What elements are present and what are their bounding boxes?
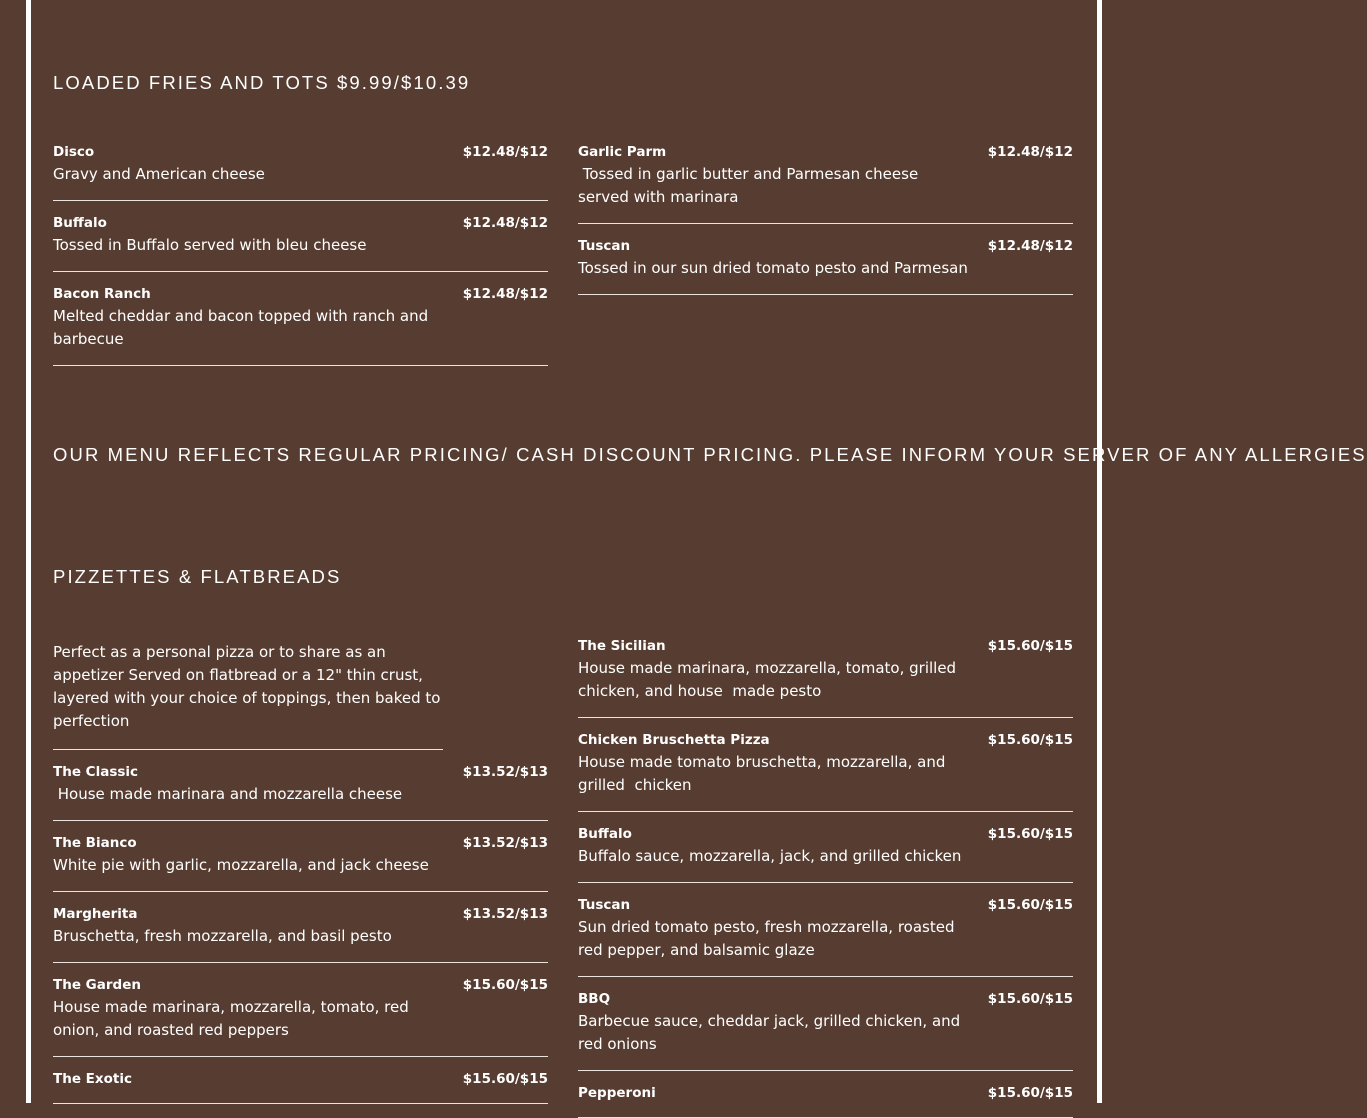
menu-item-description: House made marinara, mozzarella, tomato, grilled chicken, and house made pesto — [578, 659, 957, 700]
menu-item — [53, 1057, 548, 1104]
menu-item-name: Tuscan — [578, 897, 631, 913]
menu-item-price: $12.48/$12 — [462, 144, 548, 160]
menu-item-description: Tossed in Buffalo served with bleu cheese — [53, 236, 367, 254]
pizzettes-intro: Perfect as a personal pizza or to share as an appetizer Served on flatbread or a 12" thin crust, layered with your choice of toppings, then baked to perfection — [53, 637, 443, 750]
menu-item — [53, 272, 548, 366]
menu-item — [578, 224, 1073, 295]
menu-item — [578, 718, 1073, 812]
fries-left-column — [53, 130, 548, 366]
pizzettes-right-column — [578, 624, 1073, 1118]
menu-item-description: House made marinara and mozzarella cheese — [53, 785, 403, 803]
menu-item-description: Sun dried tomato pesto, fresh mozzarella, roasted red pepper, and balsamic glaze — [578, 918, 955, 959]
menu-item-price: $13.52/$13 — [462, 764, 548, 780]
fries-section-title: LOADED FRIES AND TOTS $9.99/$10.39 — [53, 72, 471, 93]
menu-item-price: $15.60/$15 — [987, 826, 1073, 842]
menu-item — [578, 883, 1073, 977]
menu-item-description: Gravy and American cheese — [53, 165, 265, 183]
menu-item-price: $12.48/$12 — [987, 144, 1073, 160]
menu-item-name: Disco — [53, 144, 95, 160]
page-frame-left — [26, 0, 31, 1103]
menu-item — [53, 750, 548, 821]
menu-item-price: $12.48/$12 — [462, 286, 548, 302]
menu-item-name: The Classic — [53, 764, 139, 780]
menu-item-description: House made marinara, mozzarella, tomato, red onion, and roasted red peppers — [53, 998, 409, 1039]
menu-item-description: Bruschetta, fresh mozzarella, and basil pesto — [53, 927, 392, 945]
menu-item-description: White pie with garlic, mozzarella, and jack cheese — [53, 856, 429, 874]
menu-item — [578, 130, 1073, 224]
fries-right-column — [578, 130, 1073, 295]
menu-item-name: Pepperoni — [578, 1085, 656, 1101]
menu-item-name: The Garden — [53, 977, 141, 993]
pizzettes-left-list — [53, 750, 548, 1104]
menu-item-name: The Bianco — [53, 835, 137, 851]
menu-item-price: $15.60/$15 — [462, 977, 548, 993]
menu-item — [53, 130, 548, 201]
menu-item-price: $15.60/$15 — [987, 732, 1073, 748]
menu-item-price: $15.60/$15 — [987, 1085, 1073, 1101]
menu-content — [53, 0, 1367, 1103]
menu-item-name: Tuscan — [578, 238, 631, 254]
menu-item — [578, 812, 1073, 883]
menu-item — [578, 1071, 1073, 1118]
menu-item-description: Buffalo sauce, mozzarella, jack, and grilled chicken — [578, 847, 962, 865]
menu-item-price: $15.60/$15 — [462, 1071, 548, 1087]
menu-item-description: Melted cheddar and bacon topped with ranch and barbecue — [53, 307, 429, 348]
menu-item-name: Garlic Parm — [578, 144, 667, 160]
menu-item-price: $15.60/$15 — [987, 638, 1073, 654]
menu-item-price: $15.60/$15 — [987, 991, 1073, 1007]
menu-item-price: $12.48/$12 — [987, 238, 1073, 254]
pricing-notice: OUR MENU REFLECTS REGULAR PRICING/ CASH DISCOUNT PRICING. PLEASE INFORM YOUR SERVER OF ANY ALLERGIES — [53, 444, 1367, 465]
menu-item-price: $13.52/$13 — [462, 906, 548, 922]
menu-item-price: $12.48/$12 — [462, 215, 548, 231]
menu-item — [53, 821, 548, 892]
menu-item-description: House made tomato bruschetta, mozzarella, and grilled chicken — [578, 753, 946, 794]
pizzettes-left-column — [53, 637, 548, 1104]
menu-item-name: Buffalo — [578, 826, 632, 842]
menu-item-description: Tossed in our sun dried tomato pesto and Parmesan — [578, 259, 968, 277]
menu-item — [578, 624, 1073, 718]
menu-item — [53, 963, 548, 1057]
menu-item-name: The Sicilian — [578, 638, 666, 654]
menu-item-name: BBQ — [578, 991, 611, 1007]
menu-item-name: Bacon Ranch — [53, 286, 151, 302]
menu-item-description: Tossed in garlic butter and Parmesan cheese served with marinara — [578, 165, 919, 206]
menu-item — [578, 977, 1073, 1071]
menu-item-price: $13.52/$13 — [462, 835, 548, 851]
menu-item-price: $15.60/$15 — [987, 897, 1073, 913]
menu-item-name: Margherita — [53, 906, 138, 922]
menu-item-name: Buffalo — [53, 215, 107, 231]
menu-item-description: Barbecue sauce, cheddar jack, grilled chicken, and red onions — [578, 1012, 961, 1053]
menu-item — [53, 201, 548, 272]
menu-item-name: The Exotic — [53, 1071, 132, 1087]
menu-item-name: Chicken Bruschetta Pizza — [578, 732, 770, 748]
pizzettes-section-title: PIZZETTES & FLATBREADS — [53, 566, 342, 587]
page-frame-right — [1097, 0, 1102, 1103]
menu-item — [53, 892, 548, 963]
